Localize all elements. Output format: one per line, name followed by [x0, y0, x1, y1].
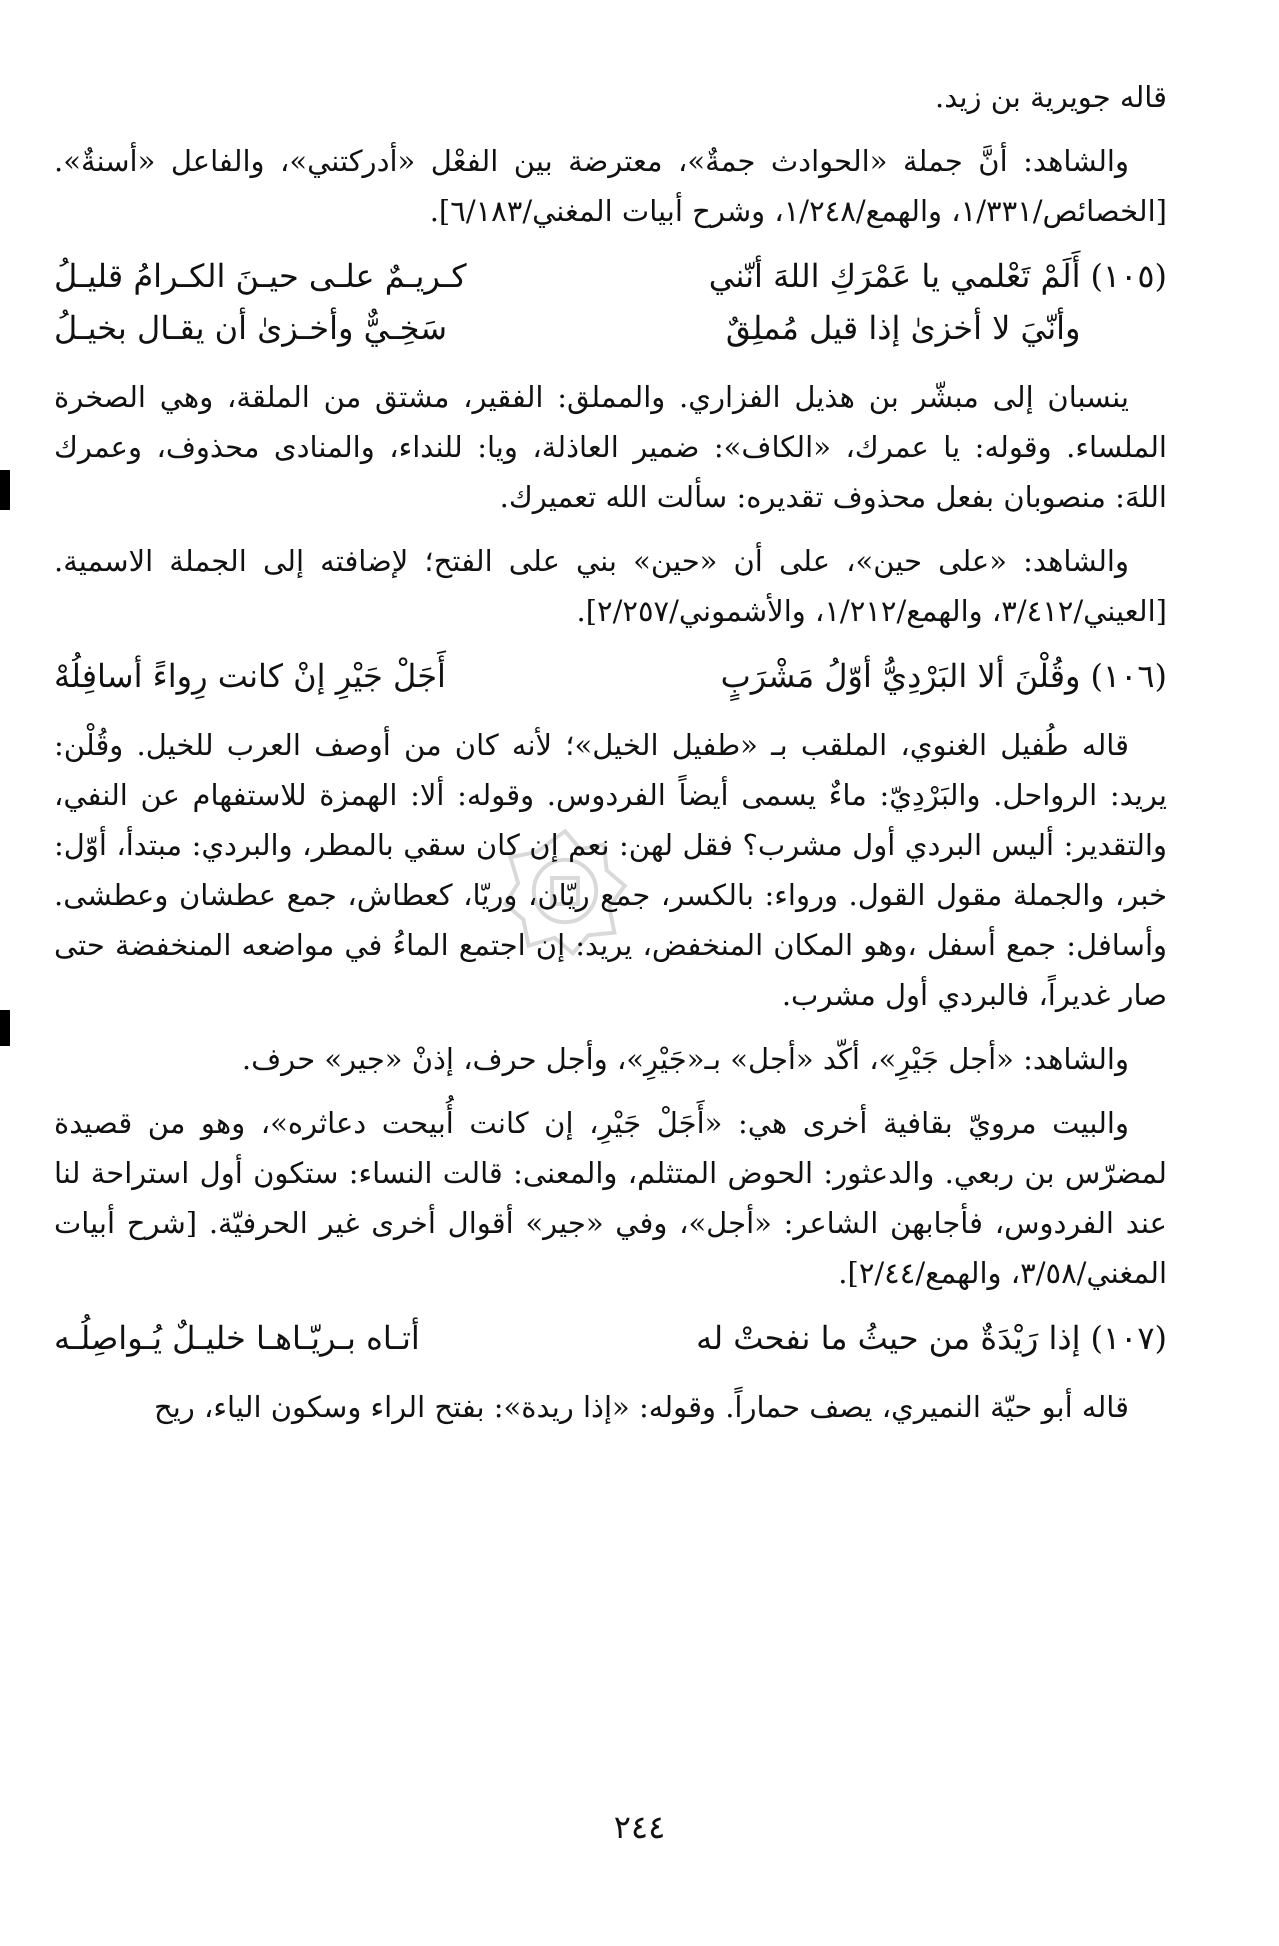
verse-hemistich-second: سَخِـيٌّ وأخـزىٰ أن يقـال بخيـلُ: [54, 309, 448, 347]
paragraph-commentary-105: ينسبان إلى مبشّر بن هذيل الفزاري. والمملق: الفقير، مشتق من الملقة، وهي الصخرة الملساء. وقوله: يا عمرك، «الكاف»: ضمير العاذلة، ويا: للنداء، والمنادى محذوف، وعمرك اللهَ: منصوبان بفعل محذوف تقديره: سألت الله تعميرك.: [54, 380, 1167, 514]
verse-105-line-2: [54, 302, 1167, 354]
verse-106: [54, 650, 1167, 702]
verse-hemistich-second: أَجَلْ جَيْرِ إنْ كانت رِواءً أسافِلُهْ: [54, 657, 446, 695]
paragraph-variant-106: والبيت مرويّ بقافية أخرى هي: «أَجَلْ جَيْرِ، إن كانت أُبيحت دعاثره»، وهو من قصيدة لمضرّس بن ربعي. والدعثور: الحوض المتثلم، والمعنى: قالت النساء: ستكون أول استراحة لنا عند الفردوس، فأجابهن الشاعر: «أجل»، وفي «جير» أقوال أخرى غير الحرفيّة. [شرح أبيات المغني/٣/٥٨، والهمع/٢/٤٤].: [54, 1106, 1167, 1290]
verse-107-line: [54, 1312, 1167, 1364]
verse-105: [54, 250, 1167, 354]
verse-number: (١٠٦): [1090, 657, 1167, 695]
paragraph-commentary-107: قاله أبو حيّة النميري، يصف حماراً. وقوله: «إذا ريدة»: بفتح الراء وسكون الياء، ريح: [154, 1390, 1129, 1424]
scan-edge-mark: [0, 470, 10, 510]
paragraph-commentary-106: قاله طُفيل الغنوي، الملقب بـ «طفيل الخيل»؛ لأنه كان من أوصف العرب للخيل. وقُلْن: يريد: الرواحل. والبَرْدِيّ: ماءٌ يسمى أيضاً الفردوس. وقوله: ألا: الهمزة للاستفهام عن النفي، والتقدير: أليس البردي أول مشرب؟ فقل لهن: نعم إن كان سقي بالمطر، والبردي: مبتدأ، أوّل: خبر، والجملة مقول القول. ورواء: بالكسر، جمع ريّان، وريّا، كعطاش، جمع عطشان وعطشى. وأسافل: جمع أسفل ،وهو المكان المنخفض، يريد: إن اجتمع الماءُ في مواضعه المنخفضة حتى صار غديراً، فالبردي أول مشرب.: [54, 728, 1167, 1012]
verse-hemistich-second: كـريـمٌ علـى حيـنَ الكـرامُ قليـلُ: [54, 257, 467, 295]
paragraph-author-104: قاله جويرية بن زيد.: [935, 80, 1167, 114]
verse-hemistich-first: إذا رَيْدَةٌ من حيثُ ما نفحتْ له: [696, 1319, 1081, 1357]
verse-hemistich-first: وأنّيَ لا أخزىٰ إذا قيل مُملِقٌ: [725, 309, 1081, 347]
verse-hemistich-first: وقُلْنَ ألا البَرْدِيُّ أوّلُ مَشْرَبٍ: [720, 657, 1081, 695]
page-number: ٢٤٤: [613, 1808, 666, 1846]
scan-edge-mark: [0, 1010, 10, 1046]
verse-107: [54, 1312, 1167, 1364]
verse-106-line: [54, 650, 1167, 702]
paragraph-witness-104: والشاهد: أنَّ جملة «الحوادث جمةٌ»، معترضة بين الفعْل «أدركتني»، والفاعل «أسنةٌ». [الخصائص/١/٣٣١، والهمع/١/٢٤٨، وشرح أبيات المغني/٦/١٨٣].: [54, 144, 1167, 228]
verse-hemistich-second: أتـاه بـريّـاهـا خليـلٌ يُـواصِلُـه: [54, 1319, 420, 1357]
paragraph-witness-106: والشاهد: «أجل جَيْرِ»، أكّد «أجل» بـ«جَيْرِ»، وأجل حرف، إذنْ «جير» حرف.: [241, 1042, 1129, 1076]
document-page: [54, 72, 1167, 1446]
verse-hemistich-first: أَلَمْ تَعْلمي يا عَمْرَكِ اللهَ أنّني: [708, 257, 1081, 295]
paragraph-witness-105: والشاهد: «على حين»، على أن «حين» بني على الفتح؛ لإضافته إلى الجملة الاسمية. [العيني/٣/٤١٢، والهمع/١/٢١٢، والأشموني/٢/٢٥٧].: [54, 544, 1167, 628]
verse-105-line-1: [54, 250, 1167, 302]
verse-number: (١٠٧): [1090, 1319, 1167, 1357]
verse-number: (١٠٥): [1090, 257, 1167, 295]
